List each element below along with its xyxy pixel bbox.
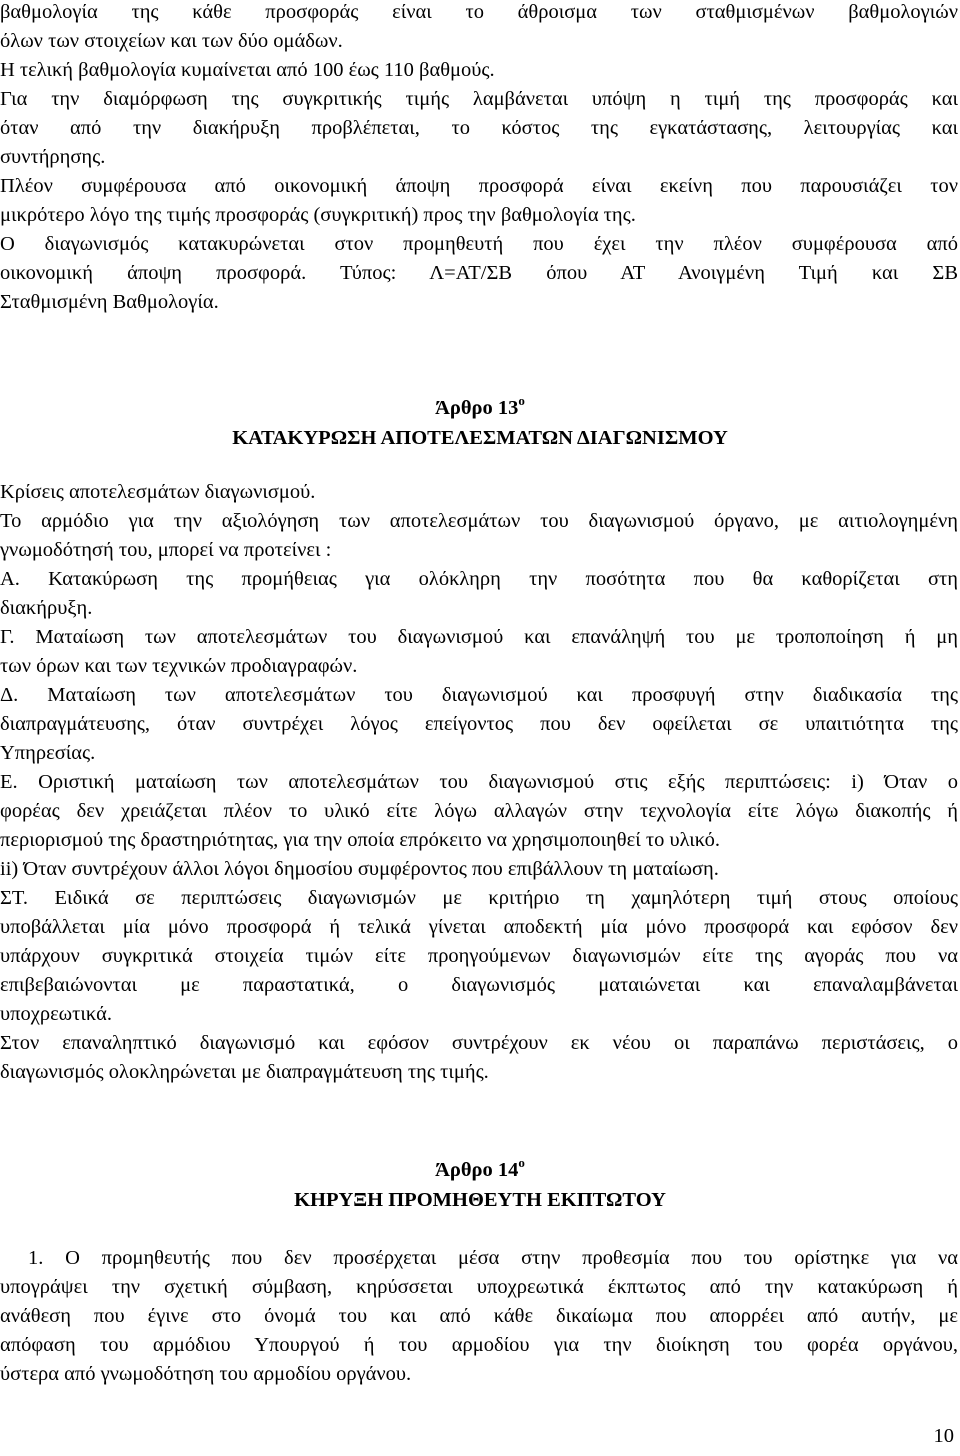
text-line: Πλέον συμφέρουσα από οικονομική άποψη προσφορά είναι εκείνη που παρουσιάζει τον	[0, 175, 958, 197]
text-line: συντήρησης.	[0, 146, 106, 168]
text-line: ανάθεση που έγινε στο όνομά του και από κάθε δικαίωμα που απορρέει από αυτήν, με	[0, 1305, 958, 1327]
text-line: 1. Ο προμηθευτής που δεν προσέρχεται μέσα στην προθεσμία που του ορίστηκε για να	[28, 1247, 958, 1269]
page-number: 10	[933, 1425, 954, 1447]
text-line: Για την διαμόρφωση της συγκριτικής τιμής λαμβάνεται υπόψη η τιμή της προσφοράς και	[0, 88, 958, 110]
text-line: Ο διαγωνισμός κατακυρώνεται στον προμηθευτή που έχει την πλέον συμφέρουσα από	[0, 233, 958, 255]
article-14-heading	[0, 1155, 960, 1215]
text-line: Α. Κατακύρωση της προμήθειας για ολόκληρη την ποσότητα που θα καθορίζεται στη	[0, 568, 958, 590]
text-line: Ε. Οριστική ματαίωση των αποτελεσμάτων του διαγωνισμού στις εξής περιπτώσεις: i) Όταν ο	[0, 771, 958, 793]
text-line: Σταθμισμένη Βαθμολογία.	[0, 291, 219, 313]
text-line: περιορισμού της δραστηριότητας, για την οποία επρόκειτο να χρησιμοποιηθεί το υλικό.	[0, 829, 721, 851]
text-line: ΣΤ. Ειδικά σε περιπτώσεις διαγωνισμών με κριτήριο τη χαμηλότερη τιμή στους οποίους	[0, 887, 958, 909]
text-line: Το αρμόδιο για την αξιολόγηση των αποτελεσμάτων του διαγωνισμού όργανο, με αιτιολογημένη	[0, 510, 958, 532]
text-line: των όρων και των τεχνικών προδιαγραφών.	[0, 655, 358, 677]
text-line: Η τελική βαθμολογία κυμαίνεται από 100 έως 110 βαθμούς.	[0, 59, 495, 81]
text-line: απόφαση του αρμόδιου Υπουργού ή του αρμοδίου για την διοίκηση του φορέα οργάνου,	[0, 1334, 958, 1356]
article-13-title: Άρθρο $13^o$	[435, 393, 525, 419]
text-line: όταν από την διακήρυξη προβλέπεται, το κόστος της εγκατάστασης, λειτουργίας και	[0, 117, 958, 139]
article-13-body	[0, 478, 958, 1087]
text-line: υποχρεωτικά.	[0, 1003, 112, 1025]
top-section	[0, 0, 958, 317]
article-14-subtitle: ΚΗΡΥΞΗ ΠΡΟΜΗΘΕΥΤΗ ΕΚΠΤΩΤΟΥ	[294, 1189, 666, 1211]
article-13-heading	[0, 393, 960, 453]
text-line: βαθμολογία της κάθε προσφοράς είναι το άθροισμα των σταθμισμένων βαθμολογιών	[0, 1, 958, 23]
article-13-subtitle: ΚΑΤΑΚΥΡΩΣΗ ΑΠΟΤΕΛΕΣΜΑΤΩΝ ΔΙΑΓΩΝΙΣΜΟΥ	[232, 427, 728, 449]
text-line: Υπηρεσίας.	[0, 742, 96, 764]
article-14-body	[0, 1244, 958, 1389]
text-line: Κρίσεις αποτελεσμάτων διαγωνισμού.	[0, 481, 316, 503]
text-line: υπογράψει την σχετική σύμβαση, κηρύσσεται υποχρεωτικά έκπτωτος από την κατακύρωση ή	[0, 1276, 958, 1298]
text-line: Γ. Ματαίωση των αποτελεσμάτων του διαγωνισμού και επανάληψή του με τροποποίηση ή μη	[0, 626, 958, 648]
text-line: υπάρχουν συγκριτικά στοιχεία τιμών είτε προηγούμενων διαγωνισμών είτε της αγοράς που να	[0, 945, 958, 967]
text-line: ii) Όταν συντρέχουν άλλοι λόγοι δημοσίου συμφέροντος που επιβάλλουν τη ματαίωση.	[0, 858, 719, 880]
text-line: μικρότερο λόγο της τιμής προσφοράς (συγκριτική) προς την βαθμολογία της.	[0, 204, 636, 226]
text-line: ύστερα από γνωμοδότηση του αρμοδίου οργάνου.	[0, 1363, 412, 1385]
text-line: διακήρυξη.	[0, 597, 93, 619]
text-line: διαπραγμάτευσης, όταν συντρέχει λόγος επείγοντος που δεν οφείλεται σε υπαιτιότητα της	[0, 713, 958, 735]
text-line: Στον επαναληπτικό διαγωνισμό και εφόσον συντρέχουν εκ νέου οι παραπάνω περιστάσεις, ο	[0, 1032, 958, 1054]
text-line: όλων των στοιχείων και των δύο ομάδων.	[0, 30, 343, 52]
text-line: υποβάλλεται μία μόνο προσφορά ή τελικά γίνεται αποδεκτή μία μόνο προσφορά και εφόσον δεν	[0, 916, 958, 938]
text-line: γνωμοδότησή του, μπορεί να προτείνει :	[0, 539, 332, 561]
text-line: οικονομική άποψη προσφορά. Τύπος: Λ=ΑΤ/ΣΒ όπου ΑΤ Ανοιγμένη Τιμή και ΣΒ	[0, 262, 958, 284]
text-line: επιβεβαιώνονται με παραστατικά, ο διαγωνισμός ματαιώνεται και επαναλαμβάνεται	[0, 974, 958, 996]
text-line: διαγωνισμός ολοκληρώνεται με διαπραγμάτευση της τιμής.	[0, 1061, 489, 1083]
article-14-title: Άρθρο $14^o$	[435, 1155, 525, 1181]
text-line: φορέας δεν χρειάζεται πλέον το υλικό είτε λόγω αλλαγών στην τεχνολογία είτε λόγω διακοπής ή	[0, 800, 958, 822]
text-line: Δ. Ματαίωση των αποτελεσμάτων του διαγωνισμού και προσφυγή στην διαδικασία της	[0, 684, 958, 706]
